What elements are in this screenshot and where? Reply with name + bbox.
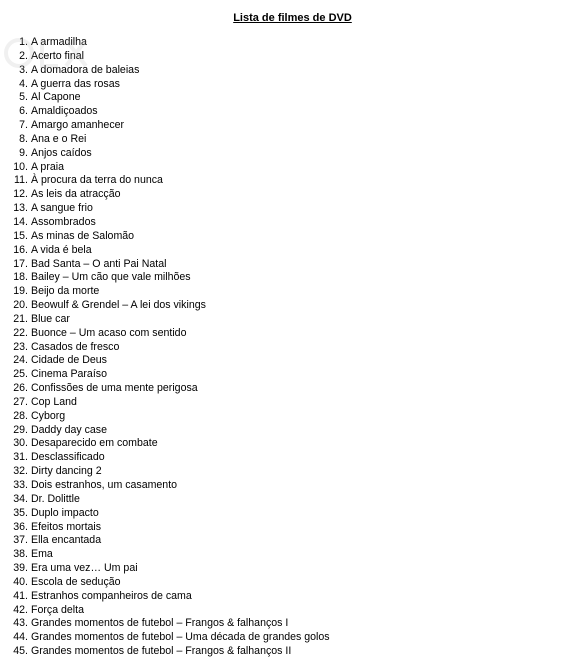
film-title: Era uma vez… Um pai [31,562,138,575]
film-title: Dirty dancing 2 [31,465,102,478]
film-number: 10. [13,160,28,173]
film-number: 40. [13,575,28,588]
film-number: 35. [13,506,28,519]
film-number: 6. [19,105,28,118]
film-number: 24. [13,354,28,367]
film-title: Duplo impacto [31,506,99,519]
film-title: Al Capone [31,91,81,104]
film-number: 4. [19,77,28,90]
film-number: 26. [13,382,28,395]
film-title: A vida é bela [31,243,92,256]
film-title: Amaldiçoados [31,105,98,118]
film-number: 5. [19,91,28,104]
film-number: 8. [19,132,28,145]
film-title: Dr. Dolittle [31,492,80,505]
film-number: 14. [13,215,28,228]
film-title: Cidade de Deus [31,354,107,367]
film-number: 34. [13,492,28,505]
film-number: 39. [13,562,28,575]
film-number: 13. [13,202,28,215]
film-number: 16. [13,243,28,256]
film-title: Bailey – Um cão que vale milhões [31,271,191,284]
film-number: 41. [13,589,28,602]
film-number: 23. [13,340,28,353]
film-number: 12. [13,188,28,201]
film-title: Cop Land [31,395,77,408]
film-number: 11. [14,174,28,187]
film-number: 2. [19,49,28,62]
film-number: 25. [13,368,28,381]
film-number: 38. [13,548,28,561]
film-title: Beowulf & Grendel – A lei dos vikings [31,299,206,312]
film-title: Ema [31,548,53,561]
film-number: 31. [13,451,28,464]
film-number: 33. [13,479,28,491]
film-title: Grandes momentos de futebol – Frangos & falhanços I [31,617,289,630]
film-number: 43. [13,617,28,630]
film-title: Grandes momentos de futebol – Frangos & falhanços II [31,645,292,658]
film-number: 42. [13,603,28,616]
film-title: Força delta [31,603,84,616]
document-title: Lista de filmes de DVD [233,12,352,24]
film-title: Assombrados [31,215,96,228]
film-title: À procura da terra do nunca [31,174,163,187]
film-number: 22. [13,326,28,339]
film-title: Amargo amanhecer [31,119,125,132]
film-title: As minas de Salomão [31,229,135,242]
film-title: Ana e o Rei [31,132,87,145]
film-number: 45. [13,645,28,658]
film-title: A armadilha [31,36,87,48]
film-title: A guerra das rosas [31,77,120,90]
film-number: 7. [19,119,28,132]
film-title: Buonce – Um acaso com sentido [31,326,187,339]
film-title: Desclassificado [31,451,105,464]
film-number: 27. [13,395,28,408]
film-number: 1. [19,36,28,48]
film-title: A domadora de baleias [31,63,140,76]
film-title: Efeitos mortais [31,520,102,533]
film-title: Estranhos companheiros de cama [31,589,192,602]
film-title: Escola de sedução [31,575,121,588]
film-title: Desaparecido em combate [31,437,158,450]
film-title: Daddy day case [31,423,107,436]
film-title: A praia [31,160,64,173]
film-title: Beijo da morte [31,285,100,298]
film-number: 28. [13,409,28,422]
film-number: 19. [13,285,28,298]
film-number: 17. [13,257,28,270]
film-title: Grandes momentos de futebol – Uma década de grandes golos [31,631,330,644]
film-number: 29. [13,423,28,436]
film-title: Dois estranhos, um casamento [31,479,178,491]
film-number: 36. [13,520,28,533]
film-title: Cinema Paraíso [31,368,107,381]
film-title: Confissões de uma mente perigosa [31,382,198,395]
film-number: 44. [13,631,28,644]
film-title: Acerto final [31,49,84,62]
film-number: 18. [13,271,28,284]
film-title: Blue car [31,312,70,325]
film-title: Cyborg [31,409,66,422]
film-number: 32. [13,465,28,478]
film-title: A sangue frio [31,202,93,215]
film-number: 21. [13,312,28,325]
film-number: 9. [19,146,28,159]
film-title: Anjos caídos [31,146,92,159]
film-number: 15. [13,229,28,242]
film-number: 30. [13,437,28,450]
film-number: 3. [19,63,28,76]
film-number: 20. [13,299,28,312]
film-number: 37. [13,534,28,547]
film-title: As leis da atracção [31,188,121,201]
film-title: Bad Santa – O anti Pai Natal [31,257,167,270]
film-title: Casados de fresco [31,340,120,353]
film-title: Ella encantada [31,534,102,547]
